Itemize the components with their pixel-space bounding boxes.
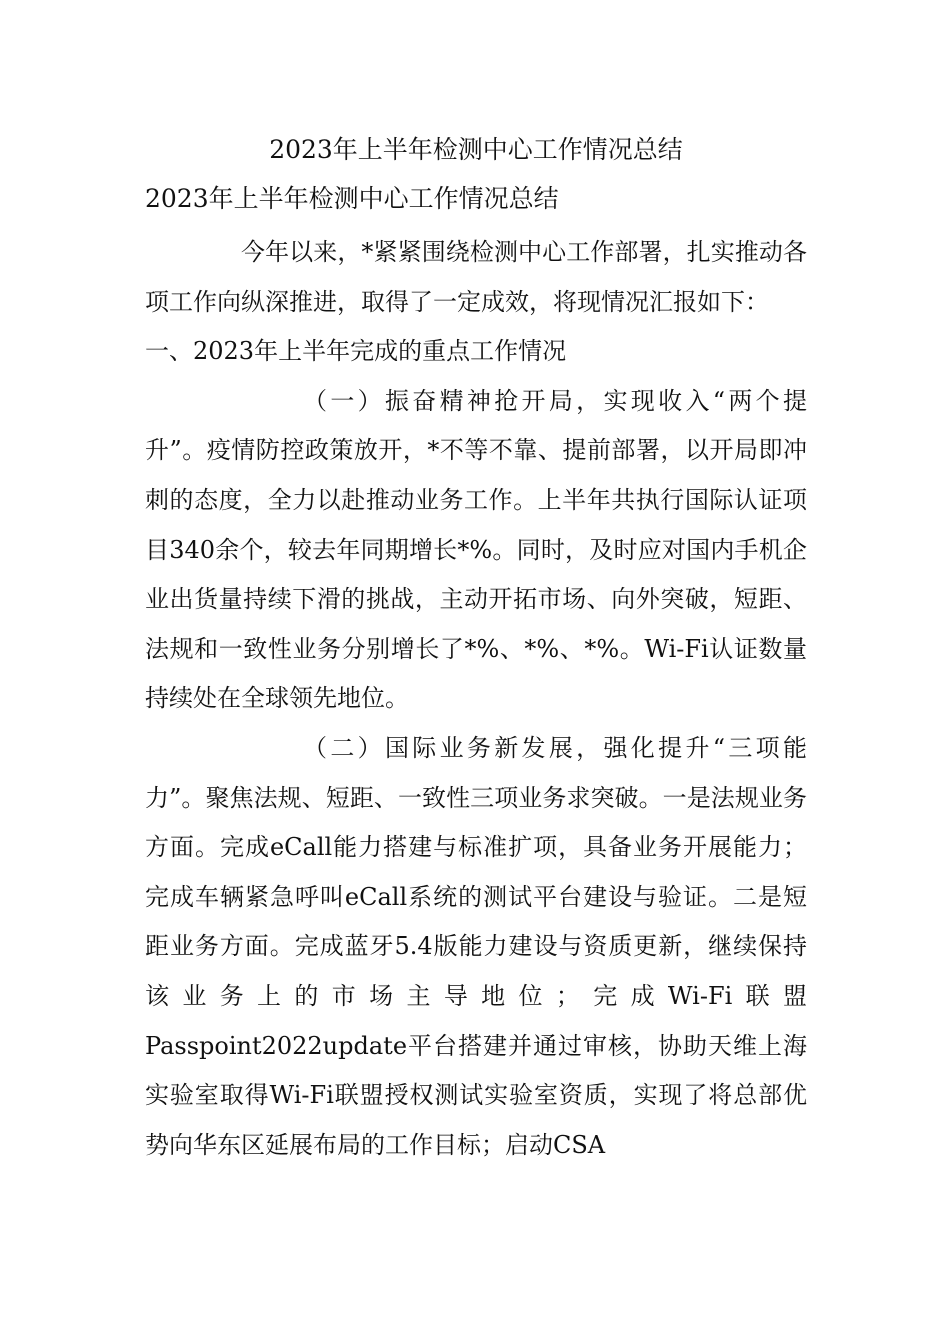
item-two-paragraph: （二）国际业务新发展，强化提升“三项能力”。聚焦法规、短距、一致性三项业务求突破。一是法规业务方面。完成eCall能力搭建与标准扩项，具备业务开展能力；完成车辆紧急呼叫eCall系统的测试平台建设与验证。二是短距业务方面。完成蓝牙5.4版能力建设与资质更新，继续保持该业务上的市场主导地位；完成Wi-Fi联盟Passpoint2022update平台搭建并通过审核，协助天维上海实验室取得Wi-Fi联盟授权测试实验室资质，实现了将总部优势向华东区延展布局的工作目标；启动CSA xyxy=(145,733,807,1159)
section-heading: 一、2023年上半年完成的重点工作情况 xyxy=(145,337,567,366)
document-title: 2023年上半年检测中心工作情况总结 xyxy=(269,135,683,164)
intro-paragraph: 今年以来，*紧紧围绕检测中心工作部署，扎实推动各项工作向纵深推进，取得了一定成效，将现情况汇报如下： xyxy=(145,238,807,316)
item-one-paragraph: （一）振奋精神抢开局，实现收入“两个提升”。疫情防控政策放开，*不等不靠、提前部署，以开局即冲刺的态度，全力以赴推动业务工作。上半年共执行国际认证项目340余个，较去年同期增长*%。同时，及时应对国内手机企业出货量持续下滑的挑战，主动开拓市场、向外突破，短距、法规和一致性业务分别增长了*%、*%、*%。Wi-Fi认证数量持续处在全球领先地位。 xyxy=(145,386,807,713)
document-subtitle: 2023年上半年检测中心工作情况总结 xyxy=(145,184,559,213)
document-body xyxy=(145,228,807,1170)
